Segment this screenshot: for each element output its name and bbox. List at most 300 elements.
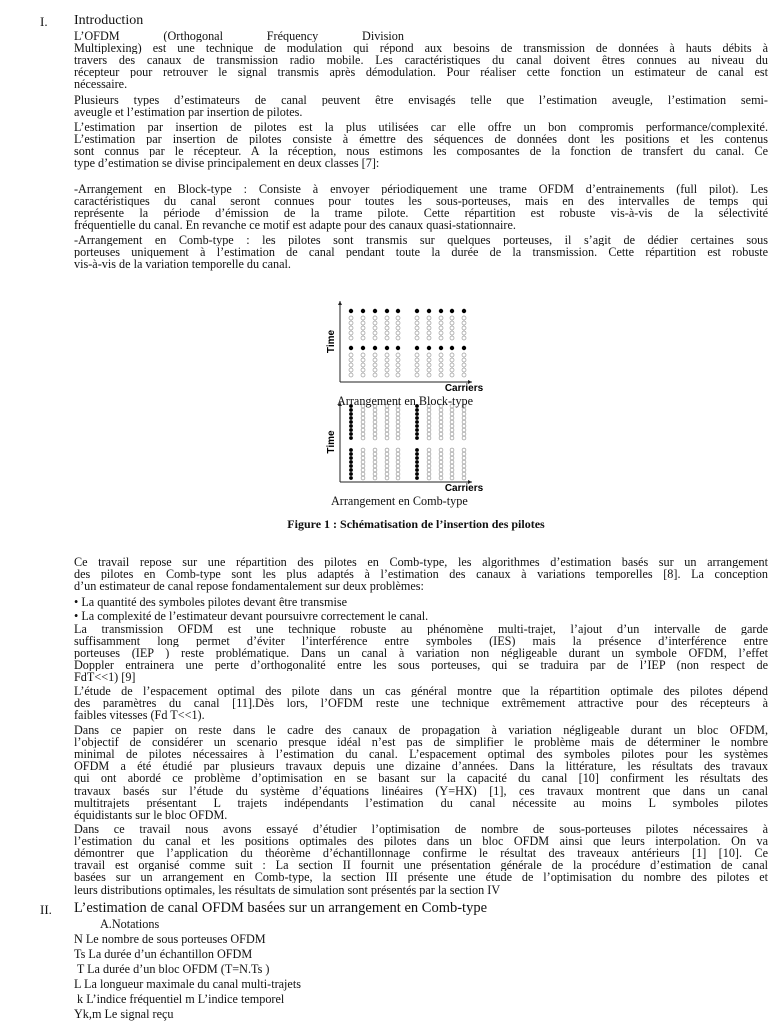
data-symbol: [439, 428, 443, 432]
data-symbol: [396, 358, 400, 362]
data-symbol: [427, 436, 431, 440]
data-symbol: [385, 416, 389, 420]
pilot-symbol: [396, 346, 400, 350]
data-symbol: [427, 316, 431, 320]
figure-caption: Figure 1 : Schématisation de l’insertion des pilotes: [287, 517, 545, 531]
pilot-symbol: [439, 346, 443, 350]
data-symbol: [439, 326, 443, 330]
data-symbol: [396, 468, 400, 472]
pilot-symbol: [349, 420, 353, 424]
data-symbol: [439, 476, 443, 480]
data-symbol: [373, 368, 377, 372]
data-symbol: [439, 468, 443, 472]
data-symbol: [462, 464, 466, 468]
text-line: aveugle et l’estimation par insertion de pilotes.: [74, 105, 303, 120]
data-symbol: [349, 326, 353, 330]
data-symbol: [396, 420, 400, 424]
data-symbol: [450, 456, 454, 460]
data-symbol: [373, 472, 377, 476]
data-symbol: [373, 424, 377, 428]
data-symbol: [373, 436, 377, 440]
pilot-symbol: [349, 452, 353, 456]
data-symbol: [396, 363, 400, 367]
text-line: OFDM a été étudié par plusieurs travaux depuis une dizaine d’années. Dans la littérature, les résultats des travaux: [74, 760, 768, 773]
text-line: faibles vitesses (Fd T<<1).: [74, 708, 205, 723]
data-symbol: [385, 316, 389, 320]
data-symbol: [450, 408, 454, 412]
data-symbol: [450, 336, 454, 340]
data-symbol: [373, 448, 377, 452]
data-symbol: [450, 452, 454, 456]
data-symbol: [462, 424, 466, 428]
data-symbol: [396, 321, 400, 325]
data-symbol: [415, 331, 419, 335]
data-symbol: [462, 331, 466, 335]
data-symbol: [462, 436, 466, 440]
data-symbol: [450, 358, 454, 362]
data-symbol: [462, 336, 466, 340]
text-line: Plusieurs types d’estimateurs de canal peuvent être envisagés telle que l’estimation aveugle, l’estimation semi-: [74, 94, 768, 106]
data-symbol: [462, 321, 466, 325]
data-symbol: [427, 460, 431, 464]
data-symbol: [396, 326, 400, 330]
data-symbol: [349, 353, 353, 357]
data-symbol: [450, 316, 454, 320]
data-symbol: [385, 464, 389, 468]
data-symbol: [385, 373, 389, 377]
pilot-symbol: [415, 460, 419, 464]
pilot-symbol: [415, 420, 419, 424]
text-line: minimal de pilotes nécessaires à l’estimation du canal. L’espacement optimal des symboles pilotes pour les systèmes: [74, 748, 768, 761]
data-symbol: [439, 353, 443, 357]
data-symbol: [462, 358, 466, 362]
pilot-symbol: [415, 346, 419, 350]
data-symbol: [427, 326, 431, 330]
data-symbol: [450, 353, 454, 357]
notation-item: k L’indice fréquentiel m L’indice temporel: [74, 992, 285, 1006]
data-symbol: [427, 353, 431, 357]
data-symbol: [361, 321, 365, 325]
data-symbol: [462, 476, 466, 480]
pilot-symbol: [349, 309, 353, 313]
data-symbol: [439, 373, 443, 377]
data-symbol: [385, 420, 389, 424]
data-symbol: [439, 432, 443, 436]
data-symbol: [349, 336, 353, 340]
data-symbol: [427, 331, 431, 335]
data-symbol: [450, 464, 454, 468]
pilot-symbol: [415, 472, 419, 476]
data-symbol: [396, 460, 400, 464]
data-symbol: [396, 472, 400, 476]
data-symbol: [462, 363, 466, 367]
pilot-symbol: [373, 309, 377, 313]
text-line: équidistants sur le bloc OFDM.: [74, 807, 228, 822]
block-time-label: Time: [326, 329, 337, 354]
text-line: travail est organisé comme suit : La section II fournit une présentation générale de la procédure d’estimation de canal: [74, 859, 768, 872]
pilot-symbol: [415, 408, 419, 412]
data-symbol: [462, 452, 466, 456]
data-symbol: [415, 326, 419, 330]
pilot-symbol: [415, 448, 419, 452]
data-symbol: [450, 436, 454, 440]
pilot-symbol: [415, 428, 419, 432]
data-symbol: [385, 412, 389, 416]
text-line: porteuses uniquement à l’estimation de canal pendant toute la durée de la transmission. Cette répartition est robuste: [74, 246, 768, 259]
data-symbol: [349, 316, 353, 320]
data-symbol: [349, 363, 353, 367]
pilot-symbol: [349, 346, 353, 350]
data-symbol: [349, 321, 353, 325]
text-line: nécessaire.: [74, 77, 128, 92]
data-symbol: [427, 420, 431, 424]
text-line: sont connus par le récepteur. A la réception, nous estimons les composantes de la fonction de transfert du canal. Ce: [74, 145, 768, 158]
data-symbol: [361, 331, 365, 335]
pilot-symbol: [396, 309, 400, 313]
data-symbol: [450, 416, 454, 420]
data-symbol: [396, 316, 400, 320]
comb-type-caption: Arrangement en Comb-type: [331, 494, 468, 508]
data-symbol: [427, 373, 431, 377]
data-symbol: [427, 408, 431, 412]
data-symbol: [361, 316, 365, 320]
pilot-symbol: [415, 464, 419, 468]
data-symbol: [462, 412, 466, 416]
data-symbol: [462, 460, 466, 464]
data-symbol: [427, 464, 431, 468]
data-symbol: [373, 408, 377, 412]
data-symbol: [396, 476, 400, 480]
data-symbol: [415, 336, 419, 340]
data-symbol: [450, 363, 454, 367]
section-2-number: II.: [40, 902, 52, 917]
data-symbol: [385, 408, 389, 412]
data-symbol: [396, 336, 400, 340]
data-symbol: [373, 336, 377, 340]
data-symbol: [462, 408, 466, 412]
pilot-symbol: [349, 464, 353, 468]
data-symbol: [385, 428, 389, 432]
notation-item: Yk,m Le signal reçu: [74, 1007, 174, 1021]
data-symbol: [349, 331, 353, 335]
data-symbol: [396, 368, 400, 372]
pilot-symbol: [349, 476, 353, 480]
data-symbol: [439, 424, 443, 428]
data-symbol: [396, 448, 400, 452]
data-symbol: [373, 316, 377, 320]
data-symbol: [385, 460, 389, 464]
pilot-symbol: [373, 346, 377, 350]
data-symbol: [396, 456, 400, 460]
data-symbol: [373, 452, 377, 456]
block-y-arrow: [338, 301, 342, 305]
data-symbol: [385, 424, 389, 428]
data-symbol: [450, 448, 454, 452]
data-symbol: [439, 358, 443, 362]
data-symbol: [415, 363, 419, 367]
data-symbol: [427, 428, 431, 432]
data-symbol: [462, 428, 466, 432]
text-line: l’estimation du canal et les positions optimales des pilotes dans un bloc OFDM ainsi que leurs interpolation. On va: [74, 835, 768, 848]
pilot-symbol: [385, 346, 389, 350]
data-symbol: [415, 373, 419, 377]
text-line: L’estimation par insertion de pilotes consiste à émettre des séquences de données dont les positions et les contenus: [74, 133, 768, 146]
data-symbol: [462, 472, 466, 476]
data-symbol: [385, 368, 389, 372]
data-symbol: [349, 373, 353, 377]
text-line: qui ont abordé ce problème d’optimisation en se basant sur la capacité du canal [10] confirment les résultats des: [74, 772, 768, 785]
pilot-symbol: [415, 416, 419, 420]
data-symbol: [462, 456, 466, 460]
data-symbol: [450, 468, 454, 472]
pilot-symbol: [462, 346, 466, 350]
pilot-symbol: [349, 460, 353, 464]
pilot-symbol: [349, 468, 353, 472]
data-symbol: [439, 436, 443, 440]
pilot-symbol: [385, 309, 389, 313]
data-symbol: [427, 476, 431, 480]
text-line: Dans ce travail nous avons essayé d’étudier l’optimisation de nombre de sous-porteuses pilotes nécessaires à: [74, 823, 768, 835]
pilot-symbol: [349, 424, 353, 428]
text-line: L’étude de l’espacement optimal des pilote dans un cas général montre que la répartition optimale des pilotes dépend: [74, 685, 768, 697]
pilot-symbol: [349, 448, 353, 452]
data-symbol: [427, 321, 431, 325]
data-symbol: [450, 476, 454, 480]
data-symbol: [427, 416, 431, 420]
text-line: fréquentielle du canal. En revanche ce motif est adapte pour des canaux quasi-stationnaire.: [74, 218, 516, 233]
text-line: -Arrangement en Block-type : Consiste à envoyer périodiquement une trame OFDM d’entrainements (full pilot). Les: [74, 183, 768, 195]
pilot-symbol: [415, 476, 419, 480]
data-symbol: [439, 316, 443, 320]
data-symbol: [462, 432, 466, 436]
data-symbol: [427, 412, 431, 416]
data-symbol: [427, 336, 431, 340]
data-symbol: [361, 448, 365, 452]
text-line: L’estimation par insertion de pilotes est la plus utilisées car elle offre un bon compromis performance/complexité.: [74, 121, 768, 133]
notation-item: L La longueur maximale du canal multi-trajets: [74, 977, 301, 991]
data-symbol: [462, 316, 466, 320]
data-symbol: [427, 358, 431, 362]
pilot-symbol: [415, 456, 419, 460]
pilot-symbol: [415, 424, 419, 428]
data-symbol: [361, 358, 365, 362]
data-symbol: [450, 373, 454, 377]
block-type-caption: Arrangement en Block-type: [337, 394, 474, 408]
data-symbol: [361, 373, 365, 377]
text-line: • La quantité des symboles pilotes devant être transmise: [74, 595, 347, 609]
data-symbol: [361, 368, 365, 372]
data-symbol: [462, 468, 466, 472]
text-line: type d’estimation se divise principalement en deux classes [7]:: [74, 156, 380, 171]
data-symbol: [373, 420, 377, 424]
text-line: des paramètres du canal [11].Dès lors, l’OFDM reste une technique extrêmement attractive pour des récepteurs à: [74, 697, 768, 710]
data-symbol: [439, 363, 443, 367]
data-symbol: [373, 476, 377, 480]
pilot-symbol: [349, 428, 353, 432]
text-line: l’objectif de considérer un scenario presque idéal n’est pas de simplifier le problème mais de déterminer le nombre: [74, 736, 768, 749]
data-symbol: [439, 456, 443, 460]
data-symbol: [450, 321, 454, 325]
pilot-symbol: [415, 452, 419, 456]
data-symbol: [349, 358, 353, 362]
data-symbol: [396, 424, 400, 428]
text-line: travers des canaux de transmission radio mobile. Les caractéristiques du canal doivent êtres connues au niveau du: [74, 54, 768, 67]
data-symbol: [385, 452, 389, 456]
data-symbol: [396, 408, 400, 412]
text-line: représente la période d’émission de la trame pilote. Cette répartition est robuste vis-à-vis de la sélectivité: [74, 207, 768, 220]
data-symbol: [427, 432, 431, 436]
data-symbol: [427, 452, 431, 456]
pilot-symbol: [349, 436, 353, 440]
data-symbol: [361, 412, 365, 416]
data-symbol: [450, 428, 454, 432]
pilot-symbol: [349, 432, 353, 436]
data-symbol: [462, 448, 466, 452]
data-symbol: [385, 358, 389, 362]
data-symbol: [361, 408, 365, 412]
data-symbol: [450, 420, 454, 424]
data-symbol: [361, 456, 365, 460]
data-symbol: [385, 326, 389, 330]
notation-item: N Le nombre de sous porteuses OFDM: [74, 932, 266, 946]
text-line: des pilotes en Comb-type sont les plus adaptés à l’estimation des canaux à variations temporelles [8]. La conception: [74, 568, 768, 581]
pilot-symbol: [349, 412, 353, 416]
data-symbol: [415, 316, 419, 320]
data-symbol: [396, 436, 400, 440]
pilot-symbol: [349, 472, 353, 476]
text-line: La transmission OFDM est une technique robuste au phénomène multi-trajet, l’ajout d’un intervalle de garde: [74, 623, 768, 635]
data-symbol: [373, 358, 377, 362]
text-line: récepteur pour retrouver le signal transmis après démodulation. Pour réaliser cette fonction un estimateur de canal est: [74, 66, 768, 79]
data-symbol: [385, 363, 389, 367]
data-symbol: [361, 428, 365, 432]
pilot-symbol: [450, 309, 454, 313]
data-symbol: [373, 468, 377, 472]
data-symbol: [361, 460, 365, 464]
data-symbol: [361, 416, 365, 420]
pilot-symbol: [361, 309, 365, 313]
pilot-symbol: [439, 309, 443, 313]
data-symbol: [373, 363, 377, 367]
text-line: Dans ce papier on reste dans le cadre des canaux de propagation à variation négligeable durant un bloc OFDM,: [74, 724, 768, 736]
text-line: vis-à-vis de la variation temporelle du canal.: [74, 257, 291, 272]
text-line: FdT<<1) [9]: [74, 670, 136, 685]
text-line: leurs distributions optimales, les résultats de simulation sont présentés par la section IV: [74, 882, 501, 897]
text-line: basées sur un arrangement en Comb-type, la section III présente une étude de l’optimisation du nombre des pilotes et: [74, 871, 768, 884]
text-line: caractéristiques du canal seront connues pour toutes les sous-porteuses, mais en des intervalles de temps qui: [74, 195, 768, 208]
text-line: • La complexité de l’estimateur devant poursuivre correctement le canal.: [74, 609, 429, 623]
data-symbol: [427, 472, 431, 476]
pilot-symbol: [349, 408, 353, 412]
data-symbol: [450, 326, 454, 330]
data-symbol: [349, 368, 353, 372]
data-symbol: [373, 326, 377, 330]
data-symbol: [439, 331, 443, 335]
data-symbol: [427, 468, 431, 472]
text-line: porteuses (IEP ) reste problématique. Dans un canal à variation non négligeable durant un symbole OFDM, l’effet: [74, 647, 768, 660]
data-symbol: [373, 321, 377, 325]
data-symbol: [361, 336, 365, 340]
data-symbol: [396, 464, 400, 468]
data-symbol: [462, 420, 466, 424]
notation-item: T La durée d’un bloc OFDM (T=N.Ts ): [74, 962, 270, 976]
text-line: travaux basés sur l’étude du système d’équations linéaires (Y=HX) [1], ces travaux montrent que dans un canal: [74, 784, 768, 797]
pilot-symbol: [361, 346, 365, 350]
text-line: démontrer que l’application du théorème d’échantillonnage confirme le résultat des traveaux antérieurs [1] [10]. Ce: [74, 847, 768, 860]
notation-item: Ts La durée d’un échantillon OFDM: [74, 947, 253, 961]
data-symbol: [396, 353, 400, 357]
pilot-symbol: [462, 309, 466, 313]
data-symbol: [396, 331, 400, 335]
pilot-symbol: [415, 436, 419, 440]
data-symbol: [385, 468, 389, 472]
comb-carriers-label: Carriers: [444, 483, 484, 494]
data-symbol: [450, 432, 454, 436]
data-symbol: [450, 472, 454, 476]
data-symbol: [450, 331, 454, 335]
subsection-notations: A.Notations: [100, 917, 160, 931]
data-symbol: [450, 412, 454, 416]
data-symbol: [450, 368, 454, 372]
data-symbol: [373, 412, 377, 416]
data-symbol: [373, 331, 377, 335]
data-symbol: [439, 420, 443, 424]
data-symbol: [396, 432, 400, 436]
pilot-symbol: [427, 309, 431, 313]
data-symbol: [462, 353, 466, 357]
data-symbol: [373, 416, 377, 420]
data-symbol: [385, 331, 389, 335]
data-symbol: [450, 460, 454, 464]
data-symbol: [462, 326, 466, 330]
data-symbol: [450, 424, 454, 428]
data-symbol: [373, 460, 377, 464]
section-1-title: Introduction: [74, 13, 144, 28]
pilot-symbol: [349, 416, 353, 420]
data-symbol: [361, 424, 365, 428]
data-symbol: [361, 452, 365, 456]
data-symbol: [396, 452, 400, 456]
data-symbol: [415, 353, 419, 357]
data-symbol: [427, 363, 431, 367]
text-line: multitrajets présentant L trajets indépendants l’estimation du canal nécessite au moins L symboles pilotes: [74, 796, 768, 809]
data-symbol: [385, 321, 389, 325]
data-symbol: [385, 476, 389, 480]
data-symbol: [361, 432, 365, 436]
section-1-number: I.: [40, 14, 48, 29]
data-symbol: [427, 424, 431, 428]
pilot-symbol: [427, 346, 431, 350]
data-symbol: [462, 416, 466, 420]
data-symbol: [373, 432, 377, 436]
pilot-symbol: [349, 456, 353, 460]
data-symbol: [361, 420, 365, 424]
data-symbol: [373, 428, 377, 432]
data-symbol: [361, 436, 365, 440]
data-symbol: [361, 353, 365, 357]
data-symbol: [385, 353, 389, 357]
data-symbol: [439, 416, 443, 420]
text-line: Ce travail repose sur une répartition des pilotes en Comb-type, les algorithmes d’estimation basés sur un arrangement: [74, 556, 768, 568]
data-symbol: [427, 368, 431, 372]
data-symbol: [396, 412, 400, 416]
data-symbol: [385, 436, 389, 440]
data-symbol: [373, 373, 377, 377]
data-symbol: [462, 373, 466, 377]
data-symbol: [415, 368, 419, 372]
data-symbol: [439, 464, 443, 468]
data-symbol: [396, 373, 400, 377]
